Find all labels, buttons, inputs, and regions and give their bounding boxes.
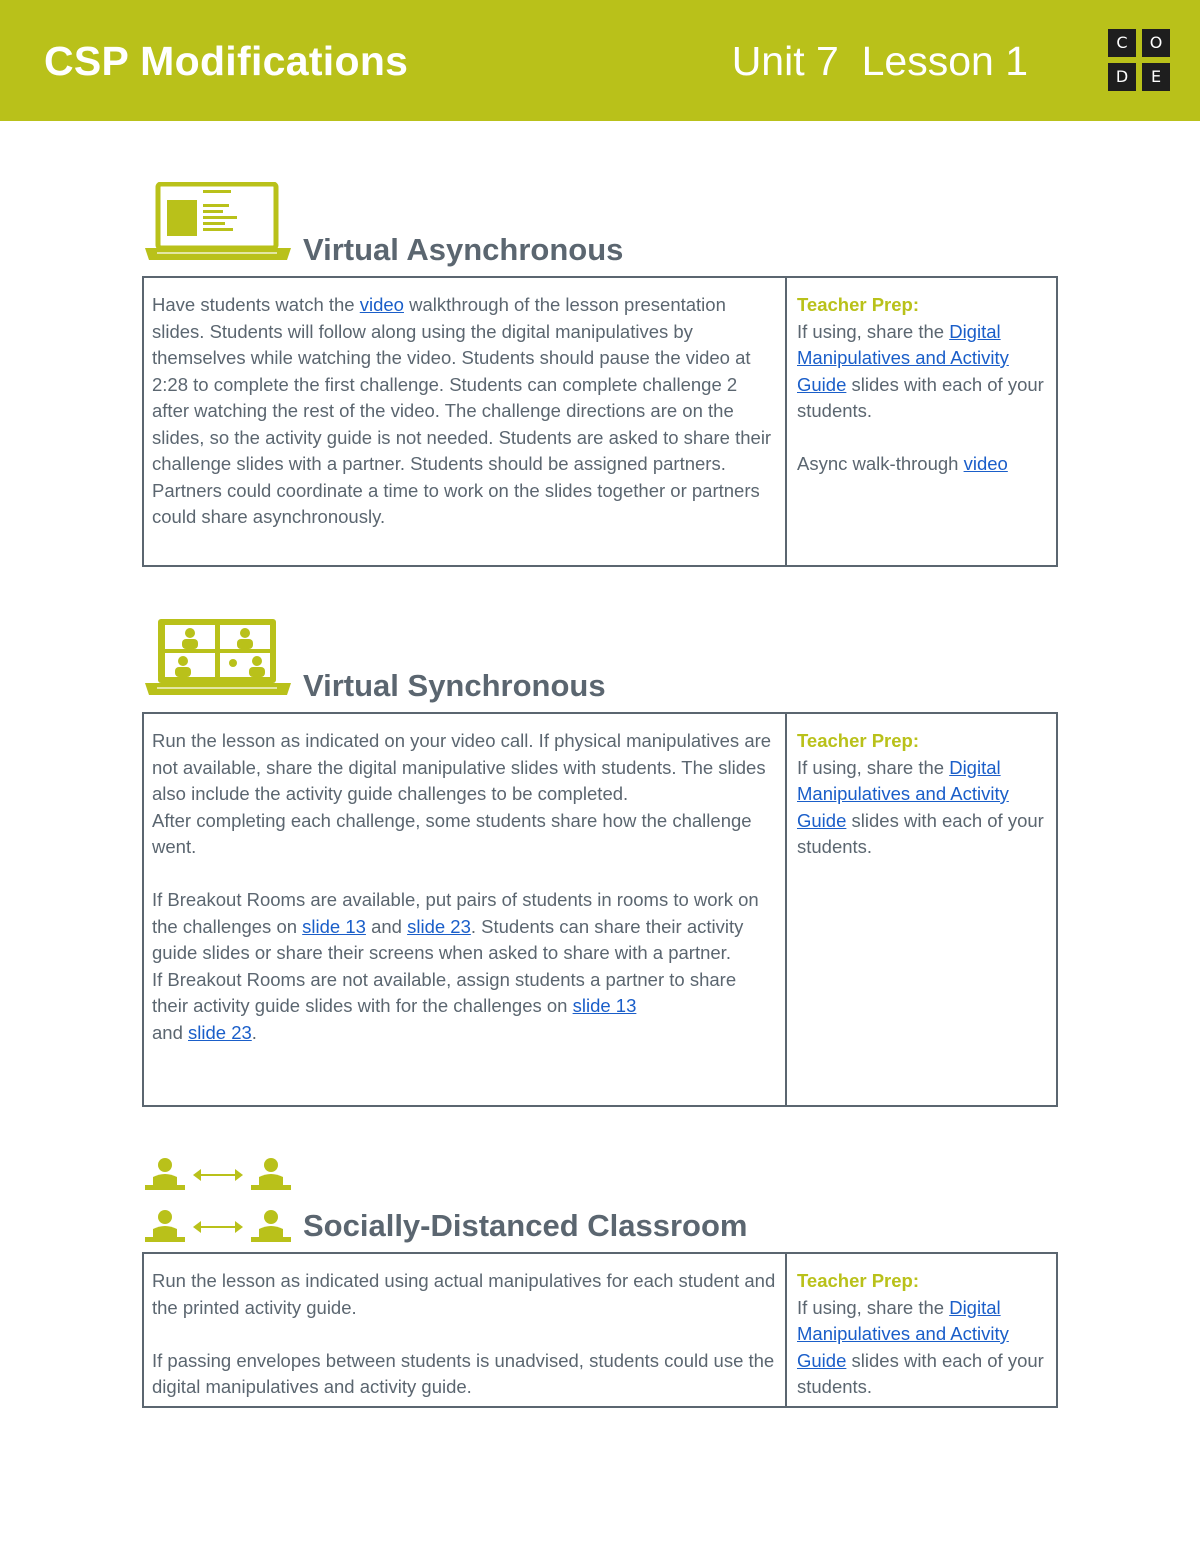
async-text-2: walkthrough of the lesson presentation slides. Students will follow along using the digital manipulatives by themselves while watching the video. Students should pause the video at 2:28 to complete the first challenge. Students can complete challenge 2 after watching the rest of the video. The challenge directions are on the slides, so the activity guide is not needed. Students are asked to share their challenge slides with a partner. Students should be assigned partners. Partners could coordinate a time to work on the slides together or partners could share asynchronously. (152, 294, 772, 527)
prep-text-1: If using, share the (797, 320, 950, 342)
async-teacher-prep (787, 278, 1056, 565)
code-org-logo (1108, 29, 1170, 91)
sync-text-4a: If Breakout Rooms are not available, assign students a partner to share their activity guide slides with for the challenges on (152, 968, 737, 1016)
async-box (142, 276, 1058, 567)
distanced-teacher-prep (787, 1254, 1056, 1406)
sync-paragraph-2: After completing each challenge, some students share how the challenge went. (152, 809, 752, 857)
digital-manipulatives-link[interactable]: Digital Manipulatives and Activity Guide (797, 320, 1009, 395)
sync-text-3a: If Breakout Rooms are available, put pairs of students in rooms to work on the challenges on (152, 889, 759, 937)
prep-text-2: slides with each of your students. (797, 809, 1044, 857)
distanced-instructions (144, 1254, 787, 1406)
prep-text-2: slides with each of your students. (797, 1349, 1044, 1397)
sync-teacher-prep (787, 714, 1056, 1105)
distanced-people-icon (143, 1155, 293, 1245)
section-title-async: Virtual Asynchronous (303, 232, 624, 267)
prep-text-1: If using, share the (797, 1296, 950, 1318)
teacher-prep-label: Teacher Prep: (797, 294, 920, 315)
teacher-prep-label: Teacher Prep: (797, 730, 920, 751)
slide-23-link[interactable]: slide 23 (188, 1021, 252, 1043)
sync-text-4c: . (251, 1021, 257, 1043)
laptop-video-call-icon (143, 617, 293, 697)
digital-manipulatives-link[interactable]: Digital Manipulatives and Activity Guide (797, 756, 1009, 831)
prep-text-1: If using, share the (797, 756, 950, 778)
distanced-paragraph-1: Run the lesson as indicated using actual manipulatives for each student and the printed activity guide. (152, 1270, 776, 1318)
slide-13-link[interactable]: slide 13 (302, 915, 366, 937)
prep-text-2: slides with each of your students. (797, 373, 1044, 421)
async-walkthrough-text: Async walk-through (797, 453, 964, 474)
laptop-screen-icon (143, 182, 293, 262)
page-header (0, 0, 1200, 121)
teacher-prep-label: Teacher Prep: (797, 1270, 920, 1291)
digital-manipulatives-link[interactable]: Digital Manipulatives and Activity Guide (797, 1296, 1009, 1371)
unit-lesson-label: Unit 7 Lesson 1 (731, 38, 1028, 84)
page-title: CSP Modifications (44, 38, 409, 84)
logo-letter-c: C (1108, 29, 1136, 57)
section-title-distanced: Socially-Distanced Classroom (303, 1208, 748, 1243)
sync-instructions (144, 714, 787, 1105)
logo-letter-d: D (1108, 63, 1136, 91)
logo-letter-e: E (1142, 63, 1170, 91)
sync-text-3b: and (365, 915, 408, 937)
sync-text-4b: and (152, 1021, 189, 1043)
distanced-box (142, 1252, 1058, 1408)
async-video-link[interactable]: video (359, 294, 404, 315)
distanced-paragraph-2: If passing envelopes between students is unadvised, students could use the digital manipulatives and activity guide. (152, 1349, 775, 1397)
slide-23-link[interactable]: slide 23 (407, 915, 471, 937)
sync-text-3c: . Students can share their activity guide slides or share their screens when asked to share with a partner. (152, 915, 744, 963)
async-walkthrough-video-link[interactable]: video (963, 453, 1008, 474)
async-text-1: Have students watch the (152, 294, 360, 315)
logo-letter-o: O (1142, 29, 1170, 57)
slide-13-link[interactable]: slide 13 (572, 995, 637, 1016)
async-instructions (144, 278, 787, 565)
sync-box (142, 712, 1058, 1107)
sync-paragraph-1: Run the lesson as indicated on your video call. If physical manipulatives are not available, share the digital manipulative slides with students. The slides also include the activity guide challenges to be completed. (152, 730, 772, 804)
section-title-sync: Virtual Synchronous (303, 668, 606, 703)
